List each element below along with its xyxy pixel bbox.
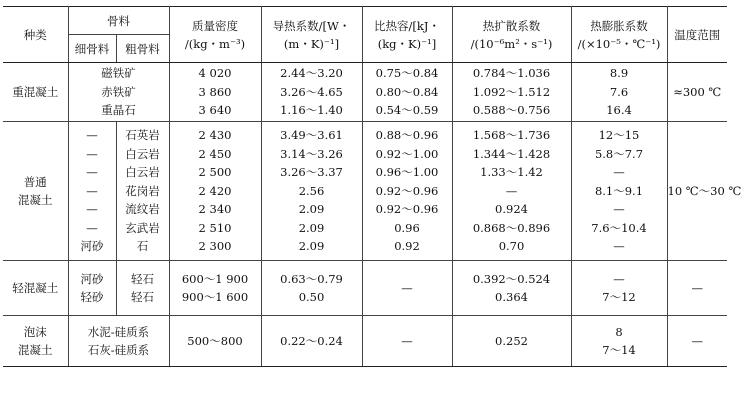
conductivity-values <box>261 316 362 367</box>
density-values-line: 600～1 900 <box>181 271 249 286</box>
expansion-values-line: 7.6 <box>609 84 629 99</box>
aggregate-fine-line: — <box>86 220 98 235</box>
temp-range: ≈300 ℃ <box>667 63 727 122</box>
diffusivity-values-line: 0.252 <box>495 333 528 348</box>
conductivity-values-line: 3.26～3.37 <box>280 165 343 180</box>
header-conductivity-line2: (m・K)⁻¹] <box>283 36 340 51</box>
expansion-values-line: 8.1～9.1 <box>594 183 644 198</box>
header-diffusivity-line1: 热扩散系数 <box>482 18 541 33</box>
header-expansion <box>571 7 667 63</box>
conductivity-values <box>261 63 362 122</box>
conductivity-values-line: 0.63～0.79 <box>280 271 343 286</box>
expansion-values-line: 7～12 <box>602 290 636 304</box>
expansion-values-line: — <box>613 271 625 286</box>
aggregate-coarse-line: 磁铁矿 <box>101 66 136 81</box>
density-values <box>169 261 261 316</box>
temp-range: — <box>667 261 727 316</box>
diffusivity-values-line: 0.784～1.036 <box>472 66 551 81</box>
group-name <box>3 316 68 367</box>
expansion-values-line: — <box>613 239 625 254</box>
conductivity-values-line: 1.16～1.40 <box>280 103 343 118</box>
group-name-line: 轻混凝土 <box>12 280 59 295</box>
diffusivity-values-line: 0.924 <box>495 202 528 217</box>
aggregate-coarse-line: 白云岩 <box>125 146 160 161</box>
heat-capacity-values-line: — <box>401 333 413 348</box>
diffusivity-values <box>452 316 571 367</box>
diffusivity-values <box>452 261 571 316</box>
density-values-line: 500～800 <box>187 333 243 348</box>
group-name-line: 泡沫 <box>23 324 47 339</box>
expansion-values-line: — <box>613 165 625 180</box>
aggregate-coarse-line: 轻石 <box>131 290 154 304</box>
diffusivity-values-line: — <box>505 183 518 198</box>
heat-capacity-values-line: 0.88～0.96 <box>375 128 439 143</box>
density-values-line: 2 340 <box>198 202 232 217</box>
aggregate-coarse-line: 石 <box>136 239 149 254</box>
aggregate-coarse-line: 轻石 <box>131 271 154 286</box>
heat-capacity-values-line: — <box>401 280 413 295</box>
density-values-line: 2 500 <box>198 165 232 180</box>
aggregate-fine <box>68 261 116 316</box>
header-row-1 <box>3 7 727 35</box>
density-values-line: 2 510 <box>198 220 232 235</box>
header-expansion-line2: /(×10⁻⁵・℃⁻¹) <box>577 36 661 51</box>
conductivity-values-line: 2.09 <box>298 220 325 235</box>
density-values <box>169 316 261 367</box>
aggregate-fine-line: — <box>86 202 98 217</box>
heat-capacity-values-line: 0.96～1.00 <box>375 165 439 180</box>
conductivity-values-line: 3.26～4.65 <box>280 84 343 99</box>
heat-capacity-values-line: 0.92～0.96 <box>375 183 439 198</box>
density-values-line: 2 300 <box>198 239 232 254</box>
aggregate-coarse-line: 玄武岩 <box>125 220 160 235</box>
thermal-properties-table <box>3 6 741 367</box>
aggregate-fine-line: 轻砂 <box>80 290 104 304</box>
temp-range: 10 ℃～30 ℃ <box>667 122 727 261</box>
diffusivity-values-line: 1.33～1.42 <box>480 165 543 180</box>
diffusivity-values-line: 0.70 <box>498 239 525 254</box>
header-kind: 种类 <box>3 7 68 63</box>
aggregate-coarse-line: 花岗岩 <box>125 183 160 198</box>
group-row <box>3 261 727 316</box>
expansion-values <box>571 63 667 122</box>
temp-range: — <box>667 316 727 367</box>
heat-capacity-values-line: 0.92 <box>394 239 420 254</box>
heat-capacity-values-line: 0.80～0.84 <box>375 84 439 99</box>
expansion-values-line: — <box>613 202 625 217</box>
header-heat-capacity-line1: 比热容/[kJ・ <box>374 18 440 33</box>
conductivity-values-line: 3.14～3.26 <box>280 146 343 161</box>
diffusivity-values-line: 0.588～0.756 <box>472 103 551 118</box>
conductivity-values-line: 2.09 <box>298 202 325 217</box>
group-name-line: 普通 <box>23 174 47 189</box>
header-heat-capacity <box>362 7 452 63</box>
conductivity-values-line: 0.22～0.24 <box>280 333 343 348</box>
expansion-values-line: 7～14 <box>602 343 636 357</box>
header-coarse: 粗骨料 <box>116 35 169 63</box>
conductivity-values-line: 2.44～3.20 <box>280 66 343 81</box>
expansion-values-line: 8 <box>615 324 623 339</box>
conductivity-values-line: 0.50 <box>298 290 325 304</box>
diffusivity-values <box>452 122 571 261</box>
group-row <box>3 316 727 367</box>
expansion-values <box>571 261 667 316</box>
expansion-values <box>571 122 667 261</box>
diffusivity-values-line: 0.392～0.524 <box>472 271 551 286</box>
heat-capacity-values-line: 0.92～1.00 <box>375 146 439 161</box>
density-values <box>169 122 261 261</box>
diffusivity-values-line: 1.344～1.428 <box>472 146 551 161</box>
header-conductivity-line1: 导热系数/[W・ <box>272 18 351 33</box>
aggregate-coarse-line: 白云岩 <box>125 165 160 180</box>
density-values <box>169 63 261 122</box>
aggregate-coarse-line: 重晶石 <box>101 103 136 118</box>
diffusivity-values <box>452 63 571 122</box>
density-values-line: 4 020 <box>198 66 232 81</box>
aggregate-fine-line: — <box>86 183 98 198</box>
aggregate-fine-line: — <box>86 165 98 180</box>
aggregate-fine <box>68 122 116 261</box>
header-density <box>169 7 261 63</box>
heat-capacity-values-line: 0.54～0.59 <box>375 103 439 118</box>
group-name <box>3 261 68 316</box>
diffusivity-values-line: 0.364 <box>495 290 528 304</box>
header-temp: 温度范围 <box>667 7 727 63</box>
conductivity-values <box>261 122 362 261</box>
aggregate-coarse-line: 石英岩 <box>125 128 160 143</box>
heat-capacity-values <box>362 122 452 261</box>
group-name <box>3 122 68 261</box>
expansion-values-line: 12～15 <box>598 128 640 143</box>
aggregate-coarse <box>116 261 169 316</box>
aggregate-fine-line: 河砂 <box>80 239 104 254</box>
header-heat-capacity-line2: (kg・K)⁻¹] <box>377 36 437 51</box>
conductivity-values-line: 2.56 <box>298 183 325 198</box>
conductivity-values <box>261 261 362 316</box>
aggregate-fine-line: — <box>86 128 98 143</box>
diffusivity-values-line: 1.568～1.736 <box>472 128 551 143</box>
header-density-line1: 质量密度 <box>192 18 238 33</box>
heat-capacity-values-line: 0.92～0.96 <box>375 202 439 217</box>
conductivity-values-line: 2.09 <box>298 239 325 254</box>
expansion-values-line: 5.8～7.7 <box>594 146 644 161</box>
group-row <box>3 63 727 122</box>
group-name-line: 重混凝土 <box>12 84 59 99</box>
aggregate-coarse-line: 石灰-硅质系 <box>87 343 150 357</box>
aggregate-fine-line: 河砂 <box>80 271 104 286</box>
group-name-line: 混凝土 <box>18 193 53 207</box>
expansion-values-line: 7.6～10.4 <box>591 220 647 235</box>
diffusivity-values-line: 0.868～0.896 <box>472 220 551 235</box>
header-aggregate: 骨料 <box>68 7 169 35</box>
header-density-line2: /(kg・m⁻³) <box>184 36 246 51</box>
aggregate-fine-line: — <box>86 146 98 161</box>
header-conductivity <box>261 7 362 63</box>
conductivity-values-line: 3.49～3.61 <box>280 128 343 143</box>
aggregate-coarse <box>68 63 169 122</box>
aggregate-coarse-line: 水泥-硅质系 <box>87 324 150 339</box>
density-values-line: 2 430 <box>198 128 232 143</box>
group-name-line: 混凝土 <box>18 343 53 357</box>
header-expansion-line1: 热膨胀系数 <box>590 18 648 33</box>
heat-capacity-values-line: 0.75～0.84 <box>375 66 439 81</box>
expansion-values-line: 8.9 <box>609 66 629 81</box>
density-values-line: 3 640 <box>198 103 232 118</box>
aggregate-coarse-line: 赤铁矿 <box>101 84 136 99</box>
diffusivity-values-line: 1.092～1.512 <box>472 84 551 99</box>
heat-capacity-values <box>362 316 452 367</box>
density-values-line: 2 450 <box>198 146 232 161</box>
header-diffusivity-line2: /(10⁻⁶m²・s⁻¹) <box>470 36 553 51</box>
header-diffusivity <box>452 7 571 63</box>
expansion-values-line: 16.4 <box>606 103 632 118</box>
group-name <box>3 63 68 122</box>
group-row <box>3 122 727 261</box>
heat-capacity-values <box>362 63 452 122</box>
density-values-line: 2 420 <box>198 183 232 198</box>
heat-capacity-values-line: 0.96 <box>394 220 420 235</box>
density-values-line: 3 860 <box>198 84 232 99</box>
aggregate-coarse-line: 流纹岩 <box>125 202 160 217</box>
heat-capacity-values <box>362 261 452 316</box>
density-values-line: 900～1 600 <box>181 290 249 304</box>
expansion-values <box>571 316 667 367</box>
aggregate-coarse <box>116 122 169 261</box>
aggregate-coarse <box>68 316 169 367</box>
header-fine: 细骨料 <box>68 35 116 63</box>
